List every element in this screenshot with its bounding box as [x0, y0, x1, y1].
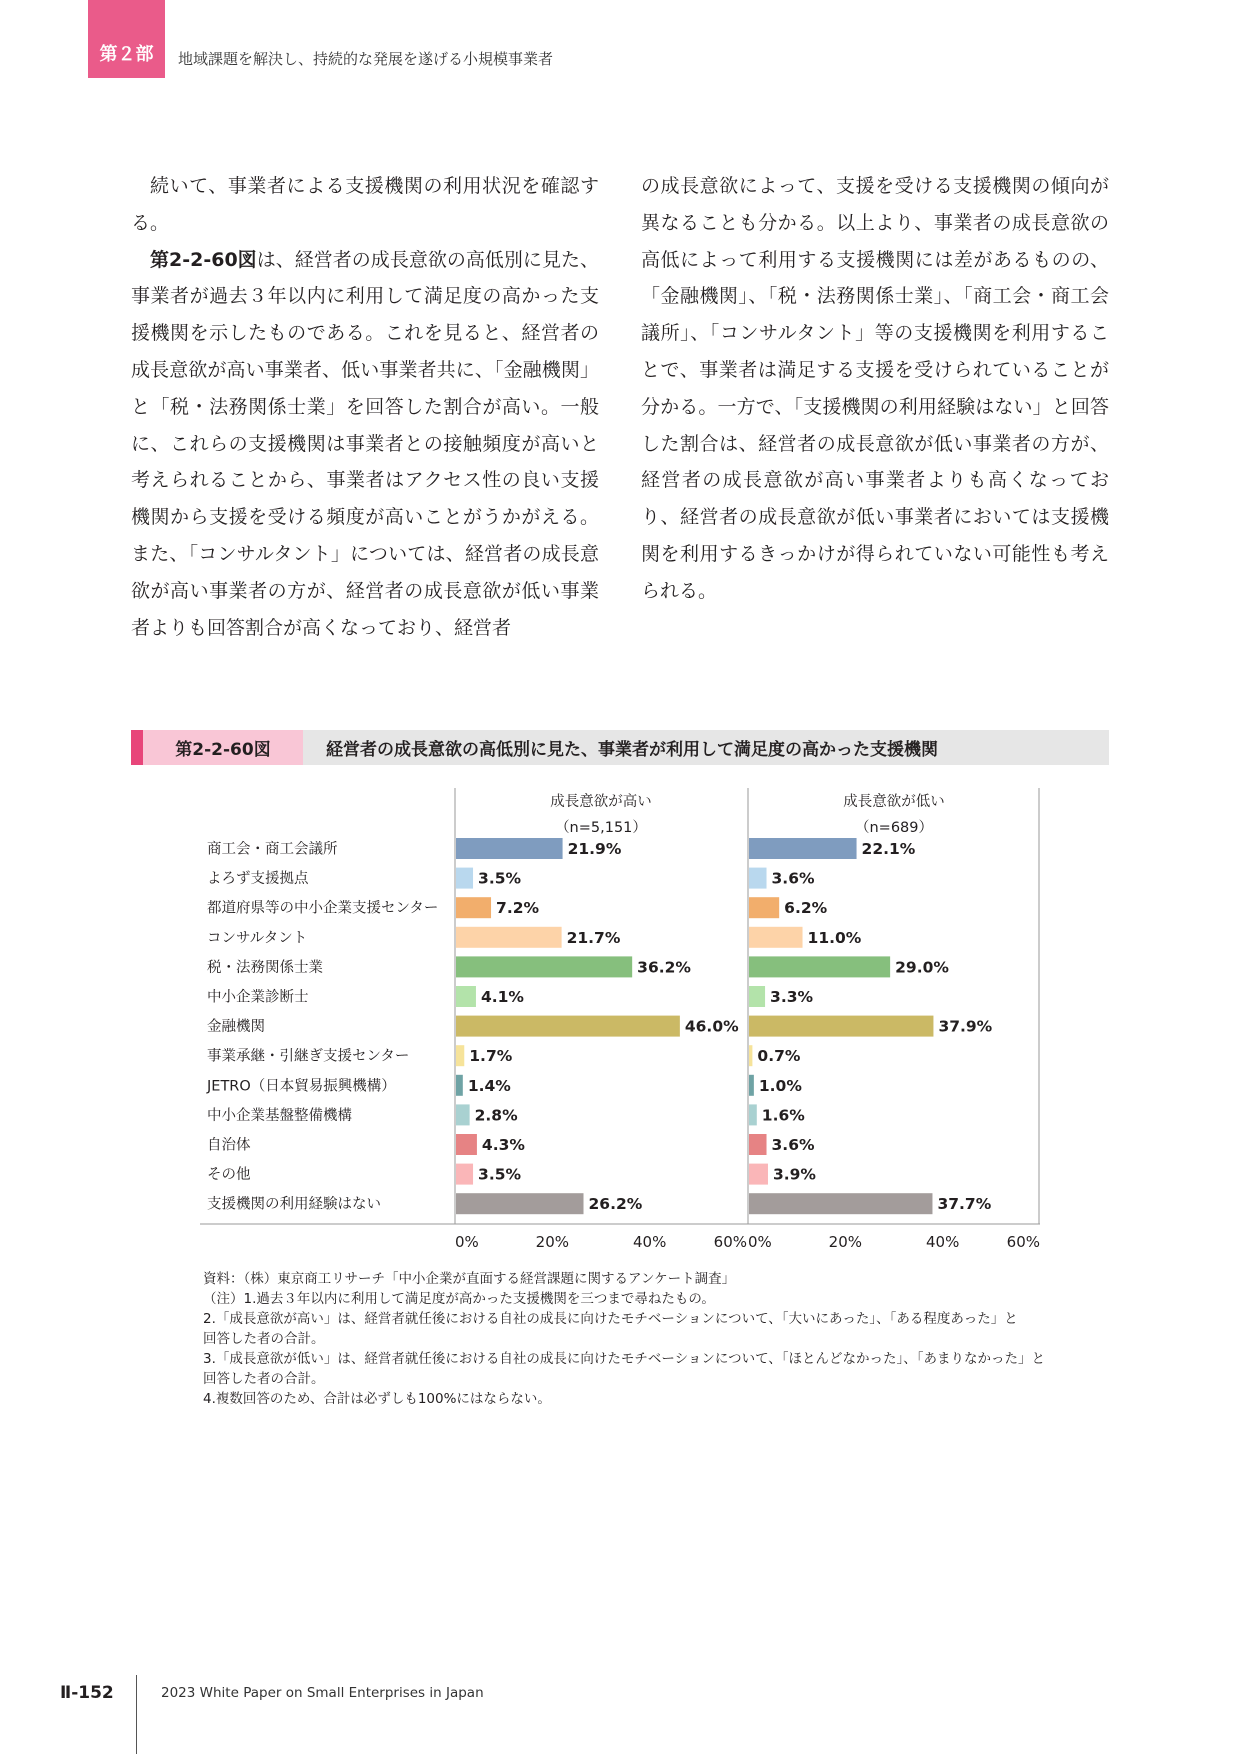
category-label: 中小企業診断士 [207, 989, 309, 1006]
bar [456, 1104, 470, 1125]
source-note: 資料：（株）東京商工リサーチ「中小企業が直面する経営課題に関するアンケート調査」 [203, 1271, 736, 1287]
bar [749, 956, 890, 977]
tick-label: 40% [925, 1233, 960, 1251]
category-label: 中小企業基盤整備機構 [207, 1107, 352, 1124]
panel-title: 成長意欲が低い [843, 794, 945, 810]
bar [456, 1193, 584, 1214]
data-label: 46.0% [684, 1017, 739, 1036]
bar [456, 927, 562, 948]
note-2a: 2.「成長意欲が高い」は、経営者就任後における自社の成長に向けたモチベーションについて、「大いにあった」、「ある程度あった」と [203, 1311, 1018, 1327]
paragraph-text: は、経営者の成長意欲の高低別に見た、事業者が過去３年以内に利用して満足度の高かった支援機関を示したものである。これを見ると、経営者の成長意欲が高い事業者、低い事業者共に、「金融機関」と「税・法務関係士業」を回答した割合が高い。一般に、これらの支援機関は事業者との接触頻度が高いと考えられることから、事業者はアクセス性の良い支援機関から支援を受ける頻度が高いことがうかがえる。また、「コンサルタント」については、経営者の成長意欲が高い事業者の方が、経営者の成長意欲が低い事業者よりも回答割合が高くなっており、経営者 [131, 248, 599, 639]
data-label: 26.2% [588, 1195, 643, 1214]
category-label: 都道府県等の中小企業支援センター [207, 900, 439, 917]
data-label: 3.5% [478, 1165, 522, 1184]
bar [456, 1045, 464, 1066]
category-label: 税・法務関係士業 [207, 959, 323, 976]
bar [456, 838, 563, 859]
data-label: 1.6% [761, 1106, 805, 1125]
data-label: 37.9% [938, 1017, 993, 1036]
bar [749, 986, 765, 1007]
tick-label: 40% [632, 1233, 667, 1251]
data-label: 3.9% [772, 1165, 816, 1184]
bar [749, 1193, 932, 1214]
data-label: 3.3% [770, 988, 814, 1006]
bar [749, 1016, 933, 1037]
figure-title: 経営者の成長意欲の高低別に見た、事業者が利用して満足度の高かった支援機関 [326, 740, 938, 760]
data-label: 1.0% [758, 1076, 802, 1095]
note-4: 4.複数回答のため、合計は必ずしも100%にはならない。 [203, 1391, 551, 1407]
note-1: （注）1.過去３年以内に利用して満足度が高かった支援機関を三つまで尋ねたもの。 [203, 1291, 715, 1307]
figure-reference: 第2-2-60図 [150, 248, 257, 271]
tick-label: 60% [713, 1233, 747, 1251]
tick-label: 60% [1006, 1233, 1040, 1251]
bar [749, 868, 767, 889]
part-title: 地域課題を解決し、持続的な発展を遂げる小規模事業者 [178, 50, 554, 68]
note-2b: 回答した者の合計。 [203, 1331, 325, 1347]
tick-label: 0% [455, 1233, 479, 1251]
bar [456, 868, 473, 889]
panel-subtitle: （n=689） [854, 820, 934, 836]
data-label: 1.7% [469, 1047, 513, 1066]
note-3a: 3.「成長意欲が低い」は、経営者就任後における自社の成長に向けたモチベーションについて、「ほとんどなかった」、「あまりなかった」と [203, 1351, 1046, 1367]
data-label: 3.6% [771, 869, 815, 888]
tick-label: 20% [535, 1233, 570, 1251]
bar [456, 1075, 463, 1096]
category-label: 事業承継・引継ぎ支援センター [207, 1048, 410, 1065]
data-label: 1.4% [467, 1076, 511, 1095]
paragraph: の成長意欲によって、支援を受ける支援機関の傾向が異なることも分かる。以上より、事業者の成長意欲の高低によって利用する支援機関には差があるものの、「金融機関」、「税・法務関係士業」、「商工会・商工会議所」、「コンサルタント」等の支援機関を利用することで、事業者は満足する支援を受けられていることが分かる。一方で、「支援機関の利用経験はない」と回答した割合は、経営者の成長意欲が低い事業者の方が、経営者の成長意欲が高い事業者よりも高くなっており、経営者の成長意欲が低い事業者においては支援機関を利用するきっかけが得られていない可能性も考えられる。 [641, 175, 1109, 602]
data-label: 21.9% [567, 840, 622, 858]
data-label: 11.0% [807, 928, 862, 947]
figure-number: 第2-2-60図 [143, 730, 303, 765]
data-label: 3.5% [478, 869, 522, 888]
panel-title: 成長意欲が高い [550, 794, 652, 810]
bar [749, 927, 803, 948]
bar [749, 1104, 757, 1125]
category-label: 支援機関の利用経験はない [207, 1196, 381, 1213]
data-label: 0.7% [757, 1047, 801, 1066]
bar [456, 1016, 680, 1037]
bar [456, 1164, 473, 1185]
bar [456, 897, 491, 918]
bar [749, 897, 779, 918]
note-3b: 回答した者の合計。 [203, 1371, 325, 1387]
panel-subtitle: （n=5,151） [555, 820, 647, 836]
data-label: 6.2% [784, 899, 828, 918]
bar [749, 1045, 752, 1066]
bar [749, 1075, 754, 1096]
data-label: 2.8% [474, 1106, 518, 1125]
data-label: 22.1% [861, 840, 916, 858]
bar [456, 956, 632, 977]
category-label: コンサルタント [207, 930, 308, 947]
book-title: 2023 White Paper on Small Enterprises in Japan [161, 1685, 484, 1701]
data-label: 3.6% [771, 1136, 815, 1154]
page-number: Ⅱ-152 [60, 1683, 114, 1703]
data-label: 4.1% [480, 988, 524, 1006]
data-label: 7.2% [496, 899, 540, 918]
category-label: その他 [207, 1167, 251, 1184]
paragraph: 続いて、事業者による支援機関の利用状況を確認する。 [131, 175, 599, 234]
figure-notes [203, 1269, 1063, 1409]
bar [456, 986, 476, 1007]
category-label: 金融機関 [207, 1019, 265, 1036]
tick-label: 20% [828, 1233, 863, 1251]
bar [456, 1134, 477, 1155]
part-label: 第２部 [99, 44, 154, 65]
data-label: 37.7% [937, 1195, 992, 1214]
data-label: 21.7% [566, 928, 621, 947]
tick-label: 0% [748, 1233, 772, 1251]
bar [749, 1134, 767, 1155]
category-label: 商工会・商工会議所 [207, 841, 338, 858]
category-label: JETRO（日本貿易振興機構） [207, 1078, 396, 1095]
category-label: 自治体 [207, 1137, 251, 1154]
data-label: 29.0% [895, 958, 949, 977]
data-label: 4.3% [481, 1136, 525, 1154]
bar [749, 838, 857, 859]
bar [749, 1164, 768, 1185]
category-label: よろず支援拠点 [207, 871, 309, 888]
footer-divider [136, 1675, 137, 1754]
data-label: 36.2% [637, 958, 691, 977]
